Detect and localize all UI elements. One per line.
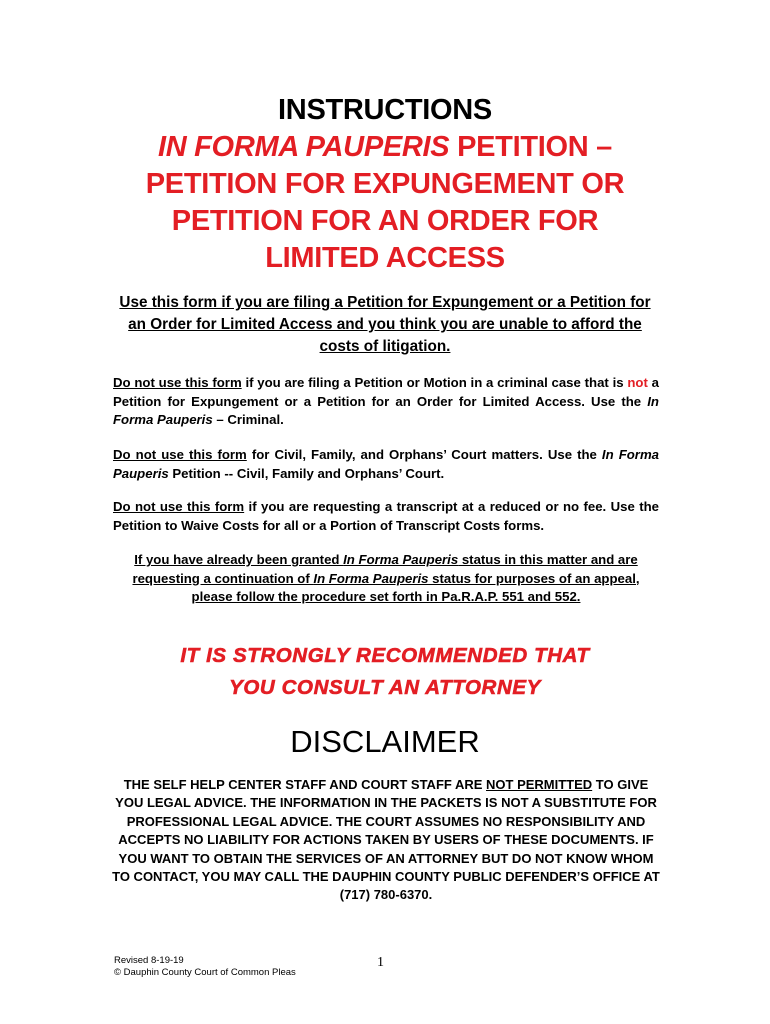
- title-limited-access-line: LIMITED ACCESS: [265, 242, 505, 274]
- p4-text-b: status in this matter and are requesting a continuation of: [132, 552, 638, 586]
- p1-text-c: – Criminal.: [212, 412, 284, 427]
- title-expungement-line: PETITION FOR EXPUNGEMENT OR: [145, 168, 625, 200]
- p4-ifp-italic-b: In Forma Pauperis: [313, 570, 429, 586]
- warning-line-2: YOU CONSULT AN ATTORNEY: [229, 676, 541, 699]
- do-not-use-lead: Do not use this form: [113, 499, 245, 514]
- document-title: [110, 92, 660, 277]
- page-number: 1: [377, 955, 384, 970]
- p4-text-a: If you have already been granted: [134, 552, 344, 567]
- p2-text-b: Petition -- Civil, Family and Orphans’ Court.: [168, 465, 445, 481]
- title-order-line: PETITION FOR AN ORDER FOR: [171, 205, 599, 237]
- paragraph-criminal-case: [113, 374, 659, 430]
- title-ifp-line: [110, 129, 660, 166]
- p2-text-a: for Civil, Family, and Orphans’ Court matters. Use the: [246, 447, 602, 462]
- p1-ifp-italic: In Forma Pauperis: [113, 393, 659, 427]
- p4-text-c: status for purposes of an appeal, please follow the procedure set forth in Pa.R.A.P. 551 and 552.: [191, 570, 640, 604]
- paragraph-transcript: [113, 498, 659, 535]
- do-not-use-lead: Do not use this form: [113, 447, 247, 462]
- p1-text-b: a Petition for Expungement or a Petition for an Order for Limited Access. Use the: [113, 375, 659, 409]
- disclaimer-text-a: THE SELF HELP CENTER STAFF AND COURT STAFF ARE: [123, 777, 487, 792]
- p1-text-a: if you are filing a Petition or Motion in a criminal case that is: [241, 375, 628, 390]
- attorney-recommendation: [110, 640, 660, 704]
- p1-red-not: not: [627, 375, 648, 390]
- p3-text-a: if you are requesting a transcript at a reduced or no fee. Use the Petition to Waive Costs for all or a Portion of Transcript Costs forms.: [113, 499, 659, 533]
- intro-statement: Use this form if you are filing a Petition for Expungement or a Petition for an Order for Limited Access and you think you are unable to afford the costs of litigation.: [119, 294, 651, 355]
- do-not-use-lead: Do not use this form: [113, 375, 242, 390]
- title-ifp-italic: IN FORMA PAUPERIS: [157, 131, 450, 163]
- disclaimer-text: [110, 776, 662, 905]
- title-instructions: INSTRUCTIONS: [278, 94, 492, 126]
- not-permitted-underlined: NOT PERMITTED: [486, 777, 593, 792]
- revised-date: Revised 8-19-19: [114, 955, 184, 966]
- footer-info: [114, 955, 296, 979]
- paragraph-appeal: [113, 551, 659, 607]
- p2-ifp-italic: In Forma Pauperis: [113, 447, 659, 481]
- warning-line-1: IT IS STRONGLY RECOMMENDED THAT: [180, 644, 590, 667]
- copyright-notice: © Dauphin County Court of Common Pleas: [114, 967, 296, 978]
- title-petition-dash: PETITION –: [449, 131, 613, 163]
- disclaimer-text-b: TO GIVE YOU LEGAL ADVICE. THE INFORMATION IN THE PACKETS IS NOT A SUBSTITUTE FOR PROFESSIONAL LEGAL ADVICE. THE COURT ASSUMES NO RESPONSIBILITY AND ACCEPTS NO LIABILITY FOR ACTIONS TAKEN BY USERS OF THESE DOCUMENTS. IF YOU WANT TO OBTAIN THE SERVICES OF AN ATTORNEY BUT DO NOT KNOW WHOM TO CONTACT, YOU MAY CALL THE DAUPHIN COUNTY PUBLIC DEFENDER’S OFFICE AT (717) 780-6370.: [112, 777, 660, 903]
- paragraph-civil-family: [113, 446, 659, 483]
- p4-ifp-italic-a: In Forma Pauperis: [343, 552, 459, 567]
- disclaimer-heading: DISCLAIMER: [290, 724, 480, 759]
